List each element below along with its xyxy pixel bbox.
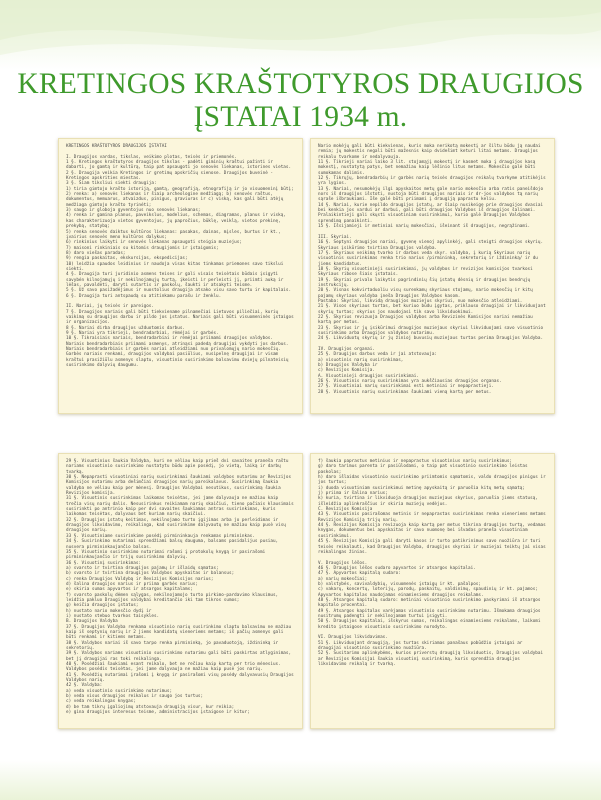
document-line: 1 §. Kretingos kraštotyros draugijos tikslas - padėti giminių kraštui pažinti ir dabarti, jo gamtą ir kultūrą, taip pat apsaugoti jo senovės liekanas, istorines vietas. — [66, 160, 292, 171]
document-line: 11 §. Tikrieji nariai laiko 3 lit. stojamąjį mokestį ir kasmet moka į draugijos kasą mokestį, nustatytą patys, bet nemažiau kaip lėšinio litus metams. Mokesčio galė būti sumokamas dalimis. — [318, 160, 538, 176]
header-background — [0, 0, 601, 70]
document-line: d) šalina draugijos narius ir priima garbės narius; — [66, 581, 198, 587]
document-line: 38 §. Valdybos nariai iš savo tarpo renka pirmininką, jo pavaduotoją, iždininką ir sekretorių. — [66, 640, 281, 652]
document-line: 15 §. Išsijamieji ir metiniai narių mokesčiai, išeinant iš draugijos, negrąžinami. — [318, 224, 531, 230]
document-line: 9 §. Nariai yra tikrieji, bendradarbiai, rėmėjai ir garbės. — [66, 331, 219, 337]
document-page-1 — [58, 138, 303, 414]
document-line: I. Draugijos vardas, tikslas, veikimo plotas, teisės ir priemonės. — [66, 154, 237, 160]
document-line: 49 §. Atsargos kapitalas varėjamas visuotinio susirinkimo nutarimu. Išmokama draugijos nusitrumų padengti ir nekilnojamam turtui įsigyti. — [318, 608, 544, 619]
document-page-2 — [310, 138, 555, 414]
document-line: 23 §. Skyrius ir jų įsikūrimui draugijos muziejaus skyriui likviduojami savo visuotinio susirinkimo arba Draugijos valdybos nutarimu. — [318, 325, 546, 337]
document-line: 39 §. Valdybos nariams visuotinio susirinkimo nutarimu gali būti paskirtas atlyginimas, bet jį draugijai ras toki reikalinga. — [66, 651, 294, 662]
document-line: 8 §. Nariai dirba draugijos užduotomis darbus. — [66, 325, 185, 331]
document-line: Garbės nariais renkami, draugijos valdybai pasiūlius, nusipelnę draugijai ir visam kraštui prasižiūlu asmenys slaptu, visuotinio susirinkimo balsavimu dviejų pilnateisių susirinkimo dalyvių daugumu. — [66, 352, 292, 369]
document-line: 2) renka: a) senovės liekanas ir šiaip archeologine medžiagą; b) senovės raštus, dokumentus, memuarus, atvaizdus, pinigus, graviuras ir c) viską, kas gali būti atėjų medžiaga gimtojo krašto tyrinėti; — [66, 192, 286, 208]
document-line: Nariais bendradarbiais priimami asmenys, atrinąsi padedą draugijai vykdyti jos darbus. — [66, 341, 289, 347]
document-line: 9) rengia paskaitas, ekskursijas, ekspedicijas; — [66, 256, 188, 262]
document-line: 8) daro viešas paradas; — [66, 250, 126, 256]
document-line: 17 §. Skyriaus veikimą tvarko ir darbus veda skyr. valdyba, į kurią Skyriaus narių visuotinis susirinkimas renka trio narius /pirmininką, sekretorių ir iždininką/ ir du jiems kandidatus. — [318, 250, 541, 267]
document-line: B. Draugijos Valdyba — [66, 619, 118, 625]
document-line: 34 §. Susirinkimo nutarimai sprendžiami balsų dauguma, balsams pasidalijus pusiau, nusvera pirmininkaujančio balsas. — [66, 539, 281, 550]
document-line: j) priima ir šalina narius; — [318, 491, 388, 497]
document-line: 33 §. Visuotiniame susirinkime posėdį pirmininkauja renkamas pirmininkas. — [66, 533, 255, 539]
document-line: 1) tiria gimtojo krašto istoriją, gamtą, geografiją, etnografiją ir jo visuomeninį būtį; — [66, 186, 294, 192]
document-line: 5 §. Už savo pasižadėjimus ir nuostolius draugija atsako visu savo turtu ir kapitalais. — [66, 288, 292, 294]
document-line: 20 §. Visnas kokvirtaduoliu visų surenkamų skyriaus stojamų, nario mokesčių ir kitų pajamų skyriaus valdyba įneša Draugijos Valdybos kasom. — [318, 288, 536, 299]
document-line: 40 §. Posėdžiai šaukiami esant reikalo, bet ne rečiau kaip kartą per trio mėnesius. Valdybos posėdis teisėtas, jei jame dalyvauja ne mažiau kaip pusė jos narių. — [66, 662, 284, 673]
document-line: 10 §. Tikraisiais nariais, bendradarbiai ir rėmėjai priimami draugijos valdybos. — [66, 336, 273, 342]
document-line: 43 §. Visuotinis pasirašomas metinis ir nepaprastas susirinkimas renka vieneriems metams Revizijos Komisiją trijų narių. — [318, 512, 549, 523]
document-line: k) kuria, tvirtina ir likviduoja draugijos muziejaus skyrius, paruošia jiems statusą, išleidžia aplinkraščius ir skiria muziejų vedėjus. — [318, 496, 541, 507]
document-line: 7) maisoni rinkiniais su kitomis draugijomis ir įstaigomis; — [66, 245, 219, 251]
document-line: 32 §. Draugijos įstatų keitimas, nekilnojamo turto įgijimas arba jo perleidimas ir draugijos likvidavimo, reikalinga, kad susirinkime dalyvautų ne mažiau kaip pusė visų draugijos narių. — [66, 517, 289, 534]
document-line: 3 §. Šiam tiksliui siekti draugija: — [66, 181, 157, 187]
document-line: h) daro išlaidas visuotinio susirinkimo priimtomis sąmatomis, valdo draugijos pinigus ir jos turtus; — [318, 475, 549, 486]
document-line: 28 §. Visuotinis narių susirinkimas šaukiami vieną kartą per metus. — [318, 389, 492, 395]
decorative-waves — [0, 0, 601, 70]
document-line: 47 §. Apyvartos kapitalą sudaro: — [318, 571, 401, 577]
document-line: 35 §. Visuotinio susirinkimo nutarimai rašomi į protokolų knygą ir pasirašomi pirmininkaujančio ir trijų susirinkimo dalyvių. — [66, 549, 268, 561]
document-line: Pastaba: Skyriai, likvidą draugijos muziejus skyriui, nuo mokesčio atleidžiami. — [318, 298, 523, 304]
document-line: f) svarsto paskolų dėmen sąlygas, nekilnojamojo turto pirkimo-pardavimo klausimus, leidžia pakluo Draugijos valdybai kreditančio iki tam tikros sumos; — [66, 592, 281, 603]
document-line: 26 §. Visuotinis narių susirinkimas yra aukščiausias draugijos organas. — [318, 379, 502, 385]
document-line: KRETINGOS KRAŠTOTYROS DRAUGIJOS ĮSTATAI — [66, 144, 167, 149]
footer-background — [0, 760, 601, 800]
document-line: 30 §. Nepaprasti visuotiniai narių susirinkimai šaukiami valdybos nutarimu ar Revizijos Komisijos nutarimu arba dešimčiai draugijos narių pareikalavus. Susirinkimą šaukia valdyba ne vėliau kaip per mėnesį. Draugijos Valdybai nesutikus, susirinkimą šaukia Revizijos komisija. — [66, 475, 294, 497]
document-line: 18 §. Skyrių visuotinieji susirinkimai, jų valdybos ir revizijos komisijos tvarkosi Skyriaus ribose šiais įstatais. — [318, 266, 536, 278]
page-title-line-2: ĮSTATAI 1934 m. — [193, 101, 408, 133]
document-line: A. Visuotinieji draugijos susirinkimai. — [318, 373, 419, 379]
document-line: a) veda visuotinio susirinkimo nutarimus; — [66, 688, 173, 694]
document-line: g) keičia draugijos įstatus; — [66, 603, 139, 609]
document-line: 14 §. Nariai, kurie nepildo draugijos įstatų, ar šiaip nusikeigę prie draugijos dvasiai bei kenkia jos vardui ar darbui, gali būti draugijos Valdybos iš draugijos šalinami. Pralaikintieji gali skųsti visuotiniam susirinkimui, kurio galė Draugijos Valdybos sprendimą panaikinti. — [318, 202, 546, 224]
document-line: f) šaukia paprastus metinius ir nepaprastus visuotinius narių susirinkimus; — [318, 459, 513, 464]
document-line: Nario mokėjų gali būti kiekvienas, kuris moka nerikotą mokestį ar šiltu būdu ją naudai remia; jų mokestis negali būti mažesnis kaip dvidešimt keturi litai metams. Draugijos reikalu tvarkome ir nedalyvauja. — [318, 144, 544, 160]
document-line: 37 §. Draugijos Valdyba renkama visuotinio narių susirinkimo slaptu balsavimu ne mažiau kaip iš septynių narių ir 2 jiems kandidatų vieneriems metams; iš pačių asmenys gali būti renkami ir kitiems metams. — [66, 624, 294, 641]
document-line: II. Nariai, jų teisės ir pareigos. — [66, 304, 154, 310]
document-line: g) daro tarimus parenta ir pasiūlodami, o taip pat visuotinio susirinkimo leistas paskolas; — [318, 464, 531, 475]
document-line: h) nustato nario mokesčio dydį ir — [66, 608, 152, 614]
document-line: III. Skyriai. — [318, 234, 352, 240]
document-line: 44 §. Revizijos Komisija revizuoja kaip kartą per metus tikrina draugijos turtą, vedamas knygas, dokumentus bei apyskaitas ir savo nuomonę bei išvadas praneša visuotiniam susirinkimui. — [318, 523, 549, 539]
document-line: 6 §. Draugija turi antspaudą su atitinkamu parašu ir ženklu. — [66, 293, 222, 299]
document-line: 51 §. Likviduojant draugiją, jos turtas skiriamas panašaus pobūdžio įstaigai ar draugijai visuotinio susirinkimo nuožiūra. — [318, 640, 525, 652]
document-line: 27 §. Visuotiniai narių susirinkimai esti metiniai ir nepaprastieji. — [318, 384, 494, 390]
document-line: 24 §. Likviduotų skyrių ir jų žinioj buvusių muziejaus turtas perima Draugijos Valdyba. — [318, 336, 544, 342]
document-line: 16 §. Septyni draugijos nariai, gyvenę vienoj apylinkėj, gali steigti draugijos skyrių. Skyriaus įsikūrimo tvirtina Draugijos valdyba. — [318, 240, 546, 251]
document-line: V. Draugijos lėšos. — [318, 560, 368, 566]
document-line: 31 §. Visuotinis susirinkimas laikomas teisėtas, jei jame dalyvauja ne mažiau kaip trečia visų narių dalis. Nesusirinkus reikiamam narių skaičiui, tieno pačiais klausimais susirinkti po antrinio kaip per dvi savaites šaukiamas antras susirinkimas, kuris laikomas teisėtas, dalyvaus bet kuriam narių skaičiui. — [66, 496, 297, 518]
document-line: Nariais bendradarbiais ir garbės nariai atleidžiami nuo privalomųjų nario mokesčių. — [66, 347, 281, 353]
document-page-4 — [310, 453, 555, 729]
document-line: 7 §. Draugijos nariais gali būti tiekviename pilnamečiai Lietuvos piliečiai, kurių vaikimą su draugijos darbu ir pildo jos įstatus. Nariais gali būti visuomeninės įstaigos ir organizacijos. — [66, 309, 297, 326]
document-line: 21 §. Visos skyriaus turtas, bet kuriuo būdu įgytas, priklauso draugijai ir likviduojant skyrių turtas; skyrius jos naudojasi tik savo likviduokimui. — [318, 304, 549, 315]
document-line: c) veda reikalingas knygas; — [66, 699, 136, 705]
document-line: 48 §. Atsargos kapitalą sudaro: metiniai visuotinio susirinkimo paskyrimai iš atsargos kapitalo procentai. — [318, 597, 544, 609]
document-line: b) Draugijos Valdyba ir — [318, 363, 378, 369]
document-line: 2 §. Draugija veikia Kretingos ir gretimų apskričių sienose. Draugijos buveinė - Kretingos apskrities miestas. — [66, 170, 276, 182]
document-line: a) svarsto ir tvirtina draugijos pajamų ir išlaidų sąmatas; — [66, 565, 219, 571]
document-line: 3) saugo ir globoja gyventojus nuo senovės liekanas; — [66, 208, 201, 214]
document-line: 6) rinkinius laikyti ir senovės liekanas apsaugoti steigia muziejus; — [66, 240, 242, 246]
document-line: a) visuotinis narių susirinkimas, — [318, 357, 404, 363]
document-line: 42 §. Valdyba: — [66, 683, 103, 689]
document-line: 45 §. Revizijos Komisija gali daryti kasos ir turto patikrinimus savo nuožiūra ir turi teisės reikalauti, kad Draugijos Valdyba, draugijos skyriai ir muziejai teiktų jai visas reikalingas žinias. — [318, 539, 549, 555]
document-line: 10) leidžia spaudos leidinius ir naudoja visas kitas tinkamas priemones savo tikslui siekti. — [66, 261, 286, 272]
document-line: 46 §. Draugijos lėšos sudaro apyvartos ir atsargos kapitalai. — [318, 565, 476, 571]
document-page-3 — [58, 453, 303, 729]
document-line: 4 §. Draugija turi juridinio asmens teises ir gali visais teisėtais būdais įsigyti savybėn kilnojamųjų ir nekilnojamųjų turtą, įkeisti ir perleisti jį, priimti auką ir lėšas, pavaldėti, daryti sutartis ir paskolų, šaukti ir atsakyti teisme. — [66, 272, 286, 288]
document-line: IV. Draugijos organai. — [318, 347, 375, 353]
document-line: 50 §. Draugijos kapitalai, išskyrus sumas, reikalingas einamiesiems reikalams, laikomi kredito įstaigose visuotinio susirinkimo nurodyto. — [318, 619, 544, 630]
document-line: 41 §. Posėdžių nutarimai įrašomi į knygą ir pasirašomi visų posėdy dalyvavusių Draugijos Valdybos narių. — [66, 672, 297, 684]
document-line: 52 §. Susitarimo aplinkybėms, kurios priverstų draugiją likviduotis, Draugijos valdybai ar Revizijos Komisijai šaukia visuotinį susirinkimą, kuris sprendžia draugijos likvidavimo reikalą ir tvarką. — [318, 651, 546, 668]
document-line: b) valstybės, savivaldybių, visuomenės įstaigų ir kt. pašalpos; — [318, 581, 481, 587]
document-line: c) renka Draugijos Valdybą ir Revizijos Komisijos narius; — [66, 576, 214, 582]
document-line: c) Revizijos Komisija. — [318, 368, 375, 374]
document-line: C. Revizijos Komisija — [318, 507, 373, 513]
document-line: 36 §. Visuotinį susirinkimas: — [66, 560, 142, 566]
document-line: e) skiria sumas apyvartos ir atsargos kapitalams; — [66, 587, 193, 593]
document-line: c) vakarų, koncertų, loterijų, parodų, paskaitų, valdinimų, spaudinių ir kt. pajamos; — [318, 587, 538, 593]
document-line: 13 §. Nariai, nesumokėjų ilgi apyskaitos metų gale nario mokesčio arba ratis paneišdojo nors iš draugijos išstoti, nustoja būti draugijos nariais ir dr-jos valdybos tą narių sąraše išbraukiami. Iše galė būti priimami į draugiją paprastu keliu. — [318, 186, 546, 203]
document-line: i) duoda visuotiniam susirinkimui metinę apyskaitą ir paruošia kitų metų sąmatą; — [318, 485, 525, 491]
document-line: 12 §. Tikrųjų, bendradarbių ir garbės narių teisės draugijos reikalų tvarkyme atitikėjis yra lygios. — [318, 176, 549, 187]
page-title — [0, 68, 601, 134]
document-line: b) svarsto ir tvirtina draugijos Valdybos apyskaitas ir balansus; — [66, 571, 235, 577]
document-line: 4) renka ir gamina planus, paveikslus, modelius, schemas, diagramas, planus ir viską, kas charakterizuoja vietos gyventojus, jų papročius, būklę, veiklą, vietos prekinę, prekybą, statybą; — [66, 213, 289, 230]
document-line: VI. Draugijos likvidavimas. — [318, 635, 388, 641]
document-line: 25 §. Draugijos darbus veda ir jai atstovauja: — [318, 352, 437, 358]
document-line: 22 §. Skyrius revizuoja Draugijos valdybos arba Revizinės Komisijos nariai nemažiau kartą per metus. — [318, 315, 536, 326]
document-line: e) gina draugijos interesus teisme, administracijos įstaigose ir kitur; — [66, 710, 250, 716]
document-line: 19 §. Skyriai privalo laikytis pagrindinių šių įstatų dėsnių ir draugijos bendrųjų instrukcijų. — [318, 277, 533, 288]
document-line: 29 §. Visuotinius šaukia Valdyba, kuri ne vėliau kaip prieš dvi savaites praneša raštu nariams visuotinio susirinkimo nustatytu būdu apie posėdį, jo vietą, laiką ir darbų tvarką. — [66, 459, 292, 475]
document-line: b) veda visus draugijos reikalus ir saugo jos turtus; — [66, 694, 204, 700]
document-line: 5) renka senovės daiktus kultūros liekanas: pasakas, dainas, mįsles, burtus ir kt., įvairius senovės meno kultūros dalykus; — [66, 229, 284, 240]
document-line: d) be tam tikrų įgaliojimų atstovauja draugiją visur, kur reikia; — [66, 704, 235, 710]
document-line: Apyvartos kapitalas naudojamas einamiesiems draugijos reikalams. — [318, 592, 484, 598]
document-line: i) nustato stebuo tvarkos taisykles. — [66, 613, 160, 619]
page-title-line-1: KRETINGOS KRAŠTOTYROS DRAUGIJOS — [17, 68, 584, 100]
document-line: a) narių mokesčiai; — [318, 576, 368, 582]
